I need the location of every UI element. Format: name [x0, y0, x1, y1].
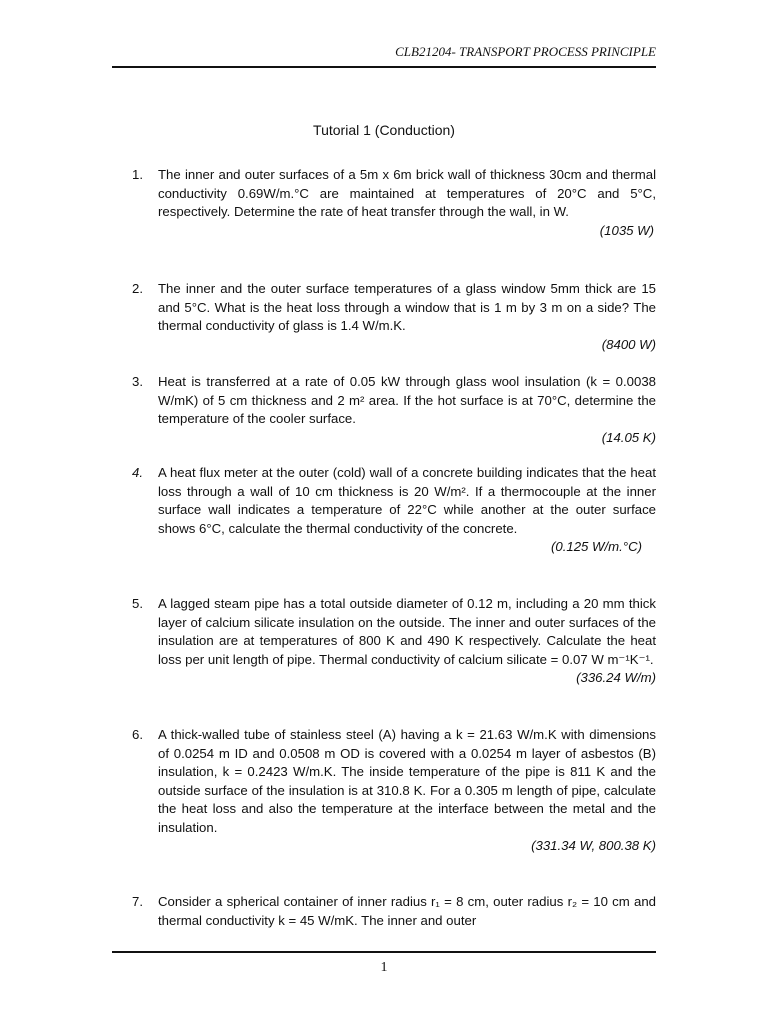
question-7	[132, 893, 656, 930]
question-number: 2.	[132, 281, 143, 296]
header-rule	[112, 66, 656, 68]
question-text: A lagged steam pipe has a total outside diameter of 0.12 m, including a 20 mm thick layer of calcium silicate insulation on the outside. The inner and outer surfaces of the insulation are at temperatures of 800 K and 490 K respectively. Calculate the heat loss per unit length of pipe. Thermal conductivity of calcium silicate = 0.07 W m⁻¹K⁻¹.	[158, 596, 656, 667]
running-header: CLB21204- TRANSPORT PROCESS PRINCIPLE	[395, 44, 656, 59]
question-number: 3.	[132, 374, 143, 389]
question-number: 4.	[132, 465, 143, 480]
question-answer: (331.34 W, 800.38 K)	[531, 838, 656, 853]
question-answer: (1035 W)	[599, 222, 654, 238]
question-text: The inner and the outer surface temperatures of a glass window 5mm thick are 15 and 5°C. What is the heat loss through a window that is 1 m by 3 m on a side? The thermal conductivity of glass is 1.4 W/m.K.	[158, 281, 656, 333]
question-number: 1.	[132, 167, 143, 182]
question-4	[132, 464, 656, 557]
question-answer: (336.24 W/m)	[576, 670, 656, 685]
question-6	[132, 726, 656, 856]
question-text: Consider a spherical container of inner radius r₁ = 8 cm, outer radius r₂ = 10 cm and thermal conductivity k = 45 W/mK. The inner and outer	[158, 894, 656, 928]
question-2	[132, 280, 656, 354]
question-5	[132, 595, 656, 688]
question-number: 7.	[132, 894, 143, 909]
question-number: 5.	[132, 596, 143, 611]
page-title: Tutorial 1 (Conduction)	[313, 122, 455, 138]
page-number: 1	[380, 960, 388, 975]
question-1	[132, 166, 656, 240]
question-text: The inner and outer surfaces of a 5m x 6m brick wall of thickness 30cm and thermal conductivity 0.69W/m.°C are maintained at temperatures of 20°C and 5°C, respectively. Determine the rate of heat transfer through the wall, in W.	[158, 167, 656, 219]
footer-rule	[112, 951, 656, 953]
question-answer: (8400 W)	[601, 336, 656, 352]
question-answer: (14.05 K)	[601, 429, 656, 445]
question-answer: (0.125 W/m.°C)	[550, 539, 642, 554]
question-text: A thick-walled tube of stainless steel (A) having a k = 21.63 W/m.K with dimensions of 0.0254 m ID and 0.0508 m OD is covered with a 0.0254 m layer of asbestos (B) insulation, k = 0.2423 W/m.K. The inside temperature of the pipe is 811 K and the outside surface of the insulation is at 310.8 K. For a 0.305 m length of pipe, calculate the heat loss and also the temperature at the interface between the metal and the insulation.	[158, 727, 656, 835]
question-text: A heat flux meter at the outer (cold) wall of a concrete building indicates that the heat loss through a wall of 10 cm thickness is 20 W/m². If a thermocouple at the inner surface wall indicates a temperature of 22°C while another at the outer surface shows 6°C, calculate the thermal conductivity of the concrete.	[158, 465, 656, 536]
question-number: 6.	[132, 727, 143, 742]
question-text: Heat is transferred at a rate of 0.05 kW through glass wool insulation (k = 0.0038 W/mK) of 5 cm thickness and 2 m² area. If the hot surface is at 70°C, determine the temperature of the cooler surface.	[158, 374, 656, 426]
question-3	[132, 373, 656, 447]
